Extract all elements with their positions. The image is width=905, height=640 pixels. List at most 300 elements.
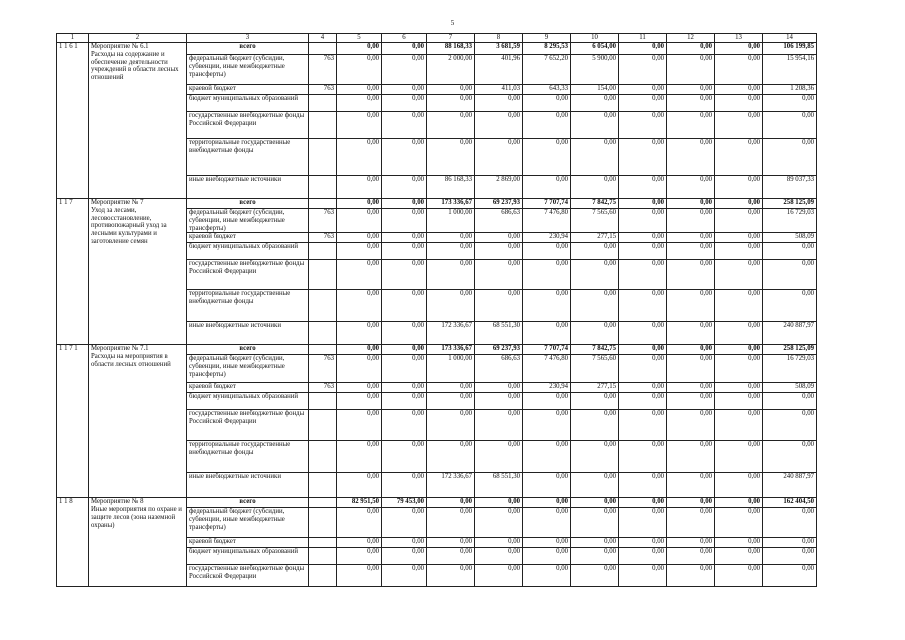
amount-cell: 0,00 xyxy=(667,176,715,199)
amount-cell: 0,00 xyxy=(337,95,382,112)
measure-name-cell xyxy=(89,43,187,199)
amount-cell: 1 000,00 xyxy=(427,209,475,233)
amount-cell: 0,00 xyxy=(715,260,763,290)
amount-cell: 1 000,00 xyxy=(427,355,475,383)
amount-cell: 0,00 xyxy=(427,538,475,548)
amount-cell: 0,00 xyxy=(427,112,475,139)
amount-cell: 0,00 xyxy=(667,85,715,95)
amount-cell: 69 237,93 xyxy=(475,345,523,355)
table-body xyxy=(57,43,817,587)
amount-cell: 0,00 xyxy=(763,565,817,587)
amount-cell: 68 551,30 xyxy=(475,322,523,345)
measure-description: Иные мероприятия по охране и защите лесов (зона наземной охраны) xyxy=(91,506,182,529)
grbs-code: 763 xyxy=(309,209,337,233)
amount-cell: 0,00 xyxy=(382,290,427,322)
amount-cell: 0,00 xyxy=(571,290,619,322)
amount-cell: 0,00 xyxy=(619,55,667,85)
amount-cell: 0,00 xyxy=(427,85,475,95)
amount-cell: 0,00 xyxy=(619,345,667,355)
amount-cell: 0,00 xyxy=(619,410,667,441)
funding-source: всего xyxy=(187,498,309,508)
measure-name-cell xyxy=(89,345,187,498)
amount-cell: 0,00 xyxy=(715,565,763,587)
amount-cell: 0,00 xyxy=(382,95,427,112)
measure-description: Расходы на содержание и обеспечение деятельности учреждений в области лесных отношений xyxy=(91,50,179,82)
table-row-total xyxy=(57,345,817,355)
column-number-row xyxy=(57,34,817,43)
amount-cell: 686,63 xyxy=(475,355,523,383)
funding-source: всего xyxy=(187,43,309,55)
funding-source: бюджет муниципальных образований xyxy=(187,393,309,410)
amount-cell: 230,94 xyxy=(523,233,571,243)
column-header: 7 xyxy=(427,34,475,43)
amount-cell: 0,00 xyxy=(667,441,715,473)
amount-cell: 0,00 xyxy=(337,538,382,548)
amount-cell: 0,00 xyxy=(382,473,427,498)
amount-cell: 0,00 xyxy=(427,233,475,243)
amount-cell: 0,00 xyxy=(523,548,571,565)
amount-cell: 7 842,75 xyxy=(571,345,619,355)
amount-cell: 0,00 xyxy=(523,508,571,538)
amount-cell: 2 000,00 xyxy=(427,55,475,85)
amount-cell: 0,00 xyxy=(619,43,667,55)
amount-cell: 0,00 xyxy=(523,322,571,345)
amount-cell: 0,00 xyxy=(427,508,475,538)
funding-source: федеральный бюджет (субсидии, субвенции, иные межбюджетные трансферты) xyxy=(187,209,309,233)
amount-cell: 0,00 xyxy=(763,112,817,139)
amount-cell: 0,00 xyxy=(619,290,667,322)
amount-cell: 0,00 xyxy=(523,260,571,290)
amount-cell: 8 295,53 xyxy=(523,43,571,55)
column-header: 3 xyxy=(187,34,309,43)
amount-cell: 15 954,16 xyxy=(763,55,817,85)
amount-cell: 0,00 xyxy=(619,260,667,290)
amount-cell: 0,00 xyxy=(523,290,571,322)
amount-cell: 0,00 xyxy=(337,85,382,95)
amount-cell: 0,00 xyxy=(571,565,619,587)
amount-cell: 7 565,60 xyxy=(571,355,619,383)
amount-cell: 0,00 xyxy=(337,176,382,199)
amount-cell: 0,00 xyxy=(475,95,523,112)
amount-cell: 411,03 xyxy=(475,85,523,95)
amount-cell: 0,00 xyxy=(763,139,817,176)
amount-cell: 0,00 xyxy=(763,260,817,290)
amount-cell: 258 125,09 xyxy=(763,345,817,355)
amount-cell: 0,00 xyxy=(571,176,619,199)
amount-cell: 69 237,93 xyxy=(475,199,523,209)
amount-cell: 0,00 xyxy=(337,209,382,233)
amount-cell: 6 054,00 xyxy=(571,43,619,55)
funding-source: иные внебюджетные источники xyxy=(187,322,309,345)
column-header: 2 xyxy=(89,34,187,43)
amount-cell: 86 168,33 xyxy=(427,176,475,199)
amount-cell: 0,00 xyxy=(571,441,619,473)
grbs-code xyxy=(309,112,337,139)
amount-cell: 0,00 xyxy=(667,538,715,548)
amount-cell: 0,00 xyxy=(382,43,427,55)
amount-cell: 162 404,50 xyxy=(763,498,817,508)
funding-source: федеральный бюджет (субсидии, субвенции, иные межбюджетные трансферты) xyxy=(187,355,309,383)
amount-cell: 0,00 xyxy=(382,322,427,345)
grbs-code xyxy=(309,473,337,498)
amount-cell: 0,00 xyxy=(667,345,715,355)
amount-cell: 0,00 xyxy=(667,55,715,85)
grbs-code xyxy=(309,43,337,55)
amount-cell: 0,00 xyxy=(475,538,523,548)
amount-cell: 0,00 xyxy=(715,410,763,441)
amount-cell: 0,00 xyxy=(337,565,382,587)
amount-cell: 7 707,74 xyxy=(523,199,571,209)
amount-cell: 0,00 xyxy=(337,55,382,85)
amount-cell: 240 887,97 xyxy=(763,473,817,498)
measure-code: 1 1 8 xyxy=(57,498,89,587)
funding-source: государственные внебюджетные фонды Российской Федерации xyxy=(187,260,309,290)
amount-cell: 0,00 xyxy=(337,139,382,176)
amount-cell: 0,00 xyxy=(523,243,571,260)
amount-cell: 0,00 xyxy=(382,139,427,176)
amount-cell: 0,00 xyxy=(427,498,475,508)
funding-source: всего xyxy=(187,199,309,209)
amount-cell: 643,33 xyxy=(523,85,571,95)
amount-cell: 0,00 xyxy=(571,393,619,410)
grbs-code xyxy=(309,322,337,345)
amount-cell: 0,00 xyxy=(382,355,427,383)
grbs-code: 763 xyxy=(309,355,337,383)
amount-cell: 0,00 xyxy=(475,410,523,441)
amount-cell: 0,00 xyxy=(715,243,763,260)
amount-cell: 0,00 xyxy=(427,441,475,473)
amount-cell: 0,00 xyxy=(571,538,619,548)
amount-cell: 0,00 xyxy=(337,322,382,345)
amount-cell: 0,00 xyxy=(763,441,817,473)
amount-cell: 0,00 xyxy=(715,290,763,322)
amount-cell: 0,00 xyxy=(475,383,523,393)
column-header: 5 xyxy=(337,34,382,43)
amount-cell: 0,00 xyxy=(715,85,763,95)
amount-cell: 0,00 xyxy=(337,548,382,565)
amount-cell: 277,15 xyxy=(571,383,619,393)
amount-cell: 0,00 xyxy=(382,233,427,243)
amount-cell: 0,00 xyxy=(619,85,667,95)
funding-source: государственные внебюджетные фонды Российской Федерации xyxy=(187,112,309,139)
amount-cell: 508,09 xyxy=(763,233,817,243)
amount-cell: 0,00 xyxy=(337,355,382,383)
amount-cell: 0,00 xyxy=(427,410,475,441)
funding-source: территориальные государственные внебюджетные фонды xyxy=(187,139,309,176)
funding-source: всего xyxy=(187,345,309,355)
amount-cell: 0,00 xyxy=(475,548,523,565)
amount-cell: 0,00 xyxy=(571,508,619,538)
amount-cell: 0,00 xyxy=(763,538,817,548)
amount-cell: 0,00 xyxy=(337,441,382,473)
amount-cell: 0,00 xyxy=(619,209,667,233)
amount-cell: 0,00 xyxy=(337,112,382,139)
table-row-total xyxy=(57,199,817,209)
amount-cell: 0,00 xyxy=(667,112,715,139)
amount-cell: 0,00 xyxy=(571,112,619,139)
amount-cell: 0,00 xyxy=(571,139,619,176)
amount-cell: 240 887,97 xyxy=(763,322,817,345)
amount-cell: 0,00 xyxy=(523,565,571,587)
amount-cell: 0,00 xyxy=(667,260,715,290)
amount-cell: 0,00 xyxy=(382,393,427,410)
amount-cell: 68 551,30 xyxy=(475,473,523,498)
amount-cell: 0,00 xyxy=(763,393,817,410)
amount-cell: 0,00 xyxy=(475,112,523,139)
amount-cell: 0,00 xyxy=(667,498,715,508)
grbs-code xyxy=(309,260,337,290)
amount-cell: 0,00 xyxy=(571,498,619,508)
amount-cell: 0,00 xyxy=(763,410,817,441)
amount-cell: 0,00 xyxy=(382,243,427,260)
amount-cell: 0,00 xyxy=(382,55,427,85)
amount-cell: 79 453,00 xyxy=(382,498,427,508)
funding-source: территориальные государственные внебюджетные фонды xyxy=(187,290,309,322)
amount-cell: 0,00 xyxy=(619,441,667,473)
measure-title: Мероприятие № 6.1 xyxy=(91,43,149,50)
amount-cell: 0,00 xyxy=(523,95,571,112)
amount-cell: 0,00 xyxy=(619,176,667,199)
amount-cell: 0,00 xyxy=(382,85,427,95)
amount-cell: 0,00 xyxy=(571,95,619,112)
amount-cell: 0,00 xyxy=(667,243,715,260)
amount-cell: 0,00 xyxy=(337,383,382,393)
amount-cell: 0,00 xyxy=(715,473,763,498)
funding-source: федеральный бюджет (субсидии, субвенции, иные межбюджетные трансферты) xyxy=(187,508,309,538)
amount-cell: 0,00 xyxy=(667,95,715,112)
amount-cell: 88 168,33 xyxy=(427,43,475,55)
funding-source: краевой бюджет xyxy=(187,233,309,243)
amount-cell: 0,00 xyxy=(382,199,427,209)
column-header: 6 xyxy=(382,34,427,43)
funding-source: бюджет муниципальных образований xyxy=(187,548,309,565)
table-row-total xyxy=(57,43,817,55)
amount-cell: 0,00 xyxy=(619,233,667,243)
amount-cell: 0,00 xyxy=(427,139,475,176)
amount-cell: 0,00 xyxy=(619,199,667,209)
funding-source: краевой бюджет xyxy=(187,383,309,393)
measure-name-cell xyxy=(89,199,187,345)
measure-code: 1 1 6 1 xyxy=(57,43,89,199)
grbs-code xyxy=(309,290,337,322)
amount-cell: 0,00 xyxy=(523,176,571,199)
amount-cell: 0,00 xyxy=(523,139,571,176)
amount-cell: 0,00 xyxy=(667,410,715,441)
amount-cell: 0,00 xyxy=(619,243,667,260)
amount-cell: 0,00 xyxy=(619,139,667,176)
amount-cell: 0,00 xyxy=(382,565,427,587)
amount-cell: 0,00 xyxy=(571,260,619,290)
measure-title: Мероприятие № 8 xyxy=(91,498,144,506)
amount-cell: 0,00 xyxy=(382,383,427,393)
budget-table xyxy=(56,33,817,587)
column-header: 13 xyxy=(715,34,763,43)
column-header: 1 xyxy=(57,34,89,43)
amount-cell: 0,00 xyxy=(715,95,763,112)
amount-cell: 258 125,09 xyxy=(763,199,817,209)
amount-cell: 0,00 xyxy=(337,233,382,243)
amount-cell: 0,00 xyxy=(763,290,817,322)
amount-cell: 7 565,60 xyxy=(571,209,619,233)
amount-cell: 401,96 xyxy=(475,55,523,85)
page-number: 5 xyxy=(450,19,455,27)
amount-cell: 173 336,67 xyxy=(427,345,475,355)
amount-cell: 7 707,74 xyxy=(523,345,571,355)
amount-cell: 0,00 xyxy=(427,290,475,322)
funding-source: краевой бюджет xyxy=(187,85,309,95)
grbs-code xyxy=(309,243,337,260)
amount-cell: 508,09 xyxy=(763,383,817,393)
amount-cell: 0,00 xyxy=(715,538,763,548)
amount-cell: 16 729,03 xyxy=(763,355,817,383)
amount-cell: 0,00 xyxy=(715,139,763,176)
amount-cell: 0,00 xyxy=(382,260,427,290)
funding-source: бюджет муниципальных образований xyxy=(187,243,309,260)
amount-cell: 0,00 xyxy=(571,473,619,498)
column-header: 10 xyxy=(571,34,619,43)
grbs-code: 763 xyxy=(309,85,337,95)
amount-cell: 0,00 xyxy=(715,209,763,233)
amount-cell: 0,00 xyxy=(571,548,619,565)
amount-cell: 0,00 xyxy=(667,565,715,587)
amount-cell: 0,00 xyxy=(337,290,382,322)
amount-cell: 0,00 xyxy=(475,565,523,587)
funding-source: иные внебюджетные источники xyxy=(187,176,309,199)
amount-cell: 0,00 xyxy=(715,383,763,393)
amount-cell: 0,00 xyxy=(382,176,427,199)
amount-cell: 0,00 xyxy=(715,393,763,410)
amount-cell: 0,00 xyxy=(619,393,667,410)
measure-title: Мероприятие № 7.1 xyxy=(91,345,149,353)
funding-source: государственные внебюджетные фонды Российской Федерации xyxy=(187,410,309,441)
amount-cell: 0,00 xyxy=(619,548,667,565)
amount-cell: 5 900,00 xyxy=(571,55,619,85)
amount-cell: 172 336,67 xyxy=(427,473,475,498)
funding-source: краевой бюджет xyxy=(187,538,309,548)
funding-source: бюджет муниципальных образований xyxy=(187,95,309,112)
funding-source: государственные внебюджетные фонды Российской Федерации xyxy=(187,565,309,587)
amount-cell: 0,00 xyxy=(619,322,667,345)
amount-cell: 0,00 xyxy=(475,233,523,243)
amount-cell: 0,00 xyxy=(715,548,763,565)
amount-cell: 0,00 xyxy=(667,355,715,383)
amount-cell: 0,00 xyxy=(619,473,667,498)
amount-cell: 0,00 xyxy=(667,473,715,498)
amount-cell: 0,00 xyxy=(667,139,715,176)
column-header: 14 xyxy=(763,34,817,43)
amount-cell: 0,00 xyxy=(427,95,475,112)
amount-cell: 0,00 xyxy=(427,243,475,260)
amount-cell: 2 869,00 xyxy=(475,176,523,199)
column-header: 4 xyxy=(309,34,337,43)
amount-cell: 0,00 xyxy=(715,322,763,345)
amount-cell: 0,00 xyxy=(571,322,619,345)
amount-cell: 0,00 xyxy=(427,565,475,587)
amount-cell: 0,00 xyxy=(475,243,523,260)
amount-cell: 0,00 xyxy=(667,209,715,233)
measure-description: Уход за лесами, лесовосстановление, противопожарный уход за лесными культурами и заготовление семян xyxy=(91,206,167,246)
amount-cell: 0,00 xyxy=(715,43,763,55)
amount-cell: 1 208,36 xyxy=(763,85,817,95)
amount-cell: 0,00 xyxy=(523,473,571,498)
funding-source: иные внебюджетные источники xyxy=(187,473,309,498)
amount-cell: 0,00 xyxy=(619,498,667,508)
amount-cell: 0,00 xyxy=(763,243,817,260)
grbs-code xyxy=(309,345,337,355)
measure-name-cell xyxy=(89,498,187,587)
amount-cell: 686,63 xyxy=(475,209,523,233)
amount-cell: 0,00 xyxy=(619,508,667,538)
amount-cell: 106 199,85 xyxy=(763,43,817,55)
amount-cell: 0,00 xyxy=(667,233,715,243)
amount-cell: 0,00 xyxy=(337,473,382,498)
amount-cell: 0,00 xyxy=(475,260,523,290)
amount-cell: 277,15 xyxy=(571,233,619,243)
amount-cell: 0,00 xyxy=(337,260,382,290)
amount-cell: 0,00 xyxy=(337,410,382,441)
column-header: 12 xyxy=(667,34,715,43)
grbs-code xyxy=(309,441,337,473)
amount-cell: 0,00 xyxy=(523,410,571,441)
amount-cell: 0,00 xyxy=(382,548,427,565)
amount-cell: 0,00 xyxy=(523,393,571,410)
amount-cell: 0,00 xyxy=(763,548,817,565)
amount-cell: 0,00 xyxy=(382,410,427,441)
amount-cell: 0,00 xyxy=(382,345,427,355)
amount-cell: 0,00 xyxy=(571,243,619,260)
amount-cell: 0,00 xyxy=(715,355,763,383)
column-header: 11 xyxy=(619,34,667,43)
amount-cell: 0,00 xyxy=(715,441,763,473)
amount-cell: 0,00 xyxy=(715,508,763,538)
amount-cell: 0,00 xyxy=(667,199,715,209)
amount-cell: 0,00 xyxy=(715,112,763,139)
amount-cell: 0,00 xyxy=(337,508,382,538)
amount-cell: 0,00 xyxy=(667,508,715,538)
amount-cell: 0,00 xyxy=(475,393,523,410)
amount-cell: 82 951,50 xyxy=(337,498,382,508)
table-row-total xyxy=(57,498,817,508)
amount-cell: 0,00 xyxy=(619,112,667,139)
amount-cell: 0,00 xyxy=(523,112,571,139)
measure-code: 1 1 7 1 xyxy=(57,345,89,498)
amount-cell: 0,00 xyxy=(715,176,763,199)
grbs-code xyxy=(309,410,337,441)
grbs-code xyxy=(309,139,337,176)
amount-cell: 0,00 xyxy=(475,290,523,322)
amount-cell: 0,00 xyxy=(427,393,475,410)
amount-cell: 0,00 xyxy=(427,260,475,290)
grbs-code: 763 xyxy=(309,55,337,85)
grbs-code xyxy=(309,508,337,538)
funding-source: федеральный бюджет (субсидии, субвенции, иные межбюджетные трансферты) xyxy=(187,55,309,85)
amount-cell: 0,00 xyxy=(619,355,667,383)
amount-cell: 0,00 xyxy=(382,508,427,538)
amount-cell: 0,00 xyxy=(667,322,715,345)
amount-cell: 7 652,20 xyxy=(523,55,571,85)
amount-cell: 0,00 xyxy=(619,383,667,393)
funding-source: территориальные государственные внебюджетные фонды xyxy=(187,441,309,473)
amount-cell: 0,00 xyxy=(763,95,817,112)
grbs-code: 763 xyxy=(309,383,337,393)
amount-cell: 154,00 xyxy=(571,85,619,95)
amount-cell: 7 842,75 xyxy=(571,199,619,209)
amount-cell: 0,00 xyxy=(337,345,382,355)
grbs-code xyxy=(309,199,337,209)
amount-cell: 0,00 xyxy=(667,43,715,55)
grbs-code xyxy=(309,565,337,587)
amount-cell: 0,00 xyxy=(382,209,427,233)
